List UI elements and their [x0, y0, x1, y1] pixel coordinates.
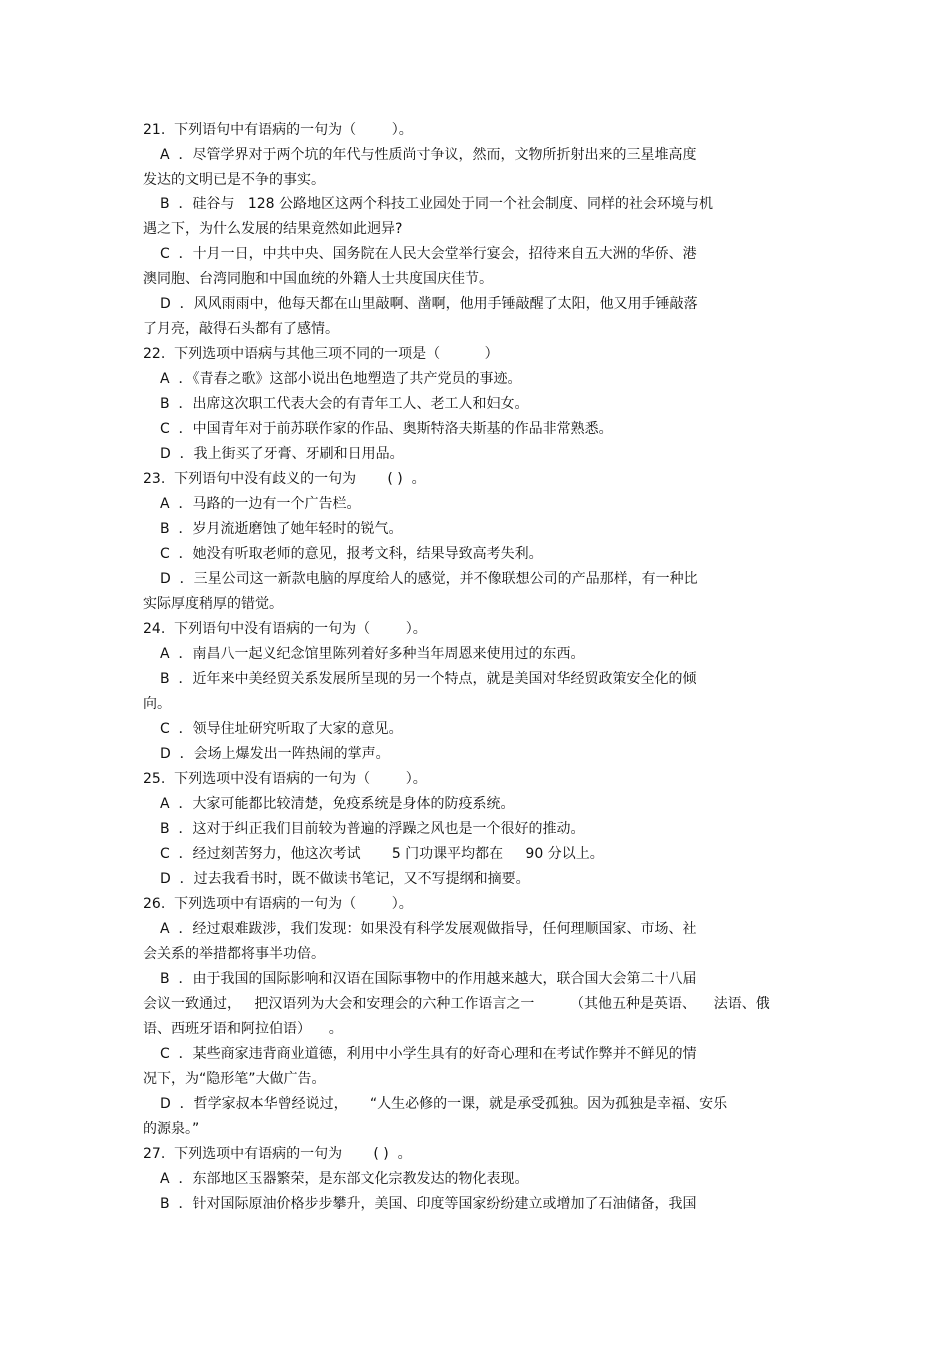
text-line: 25. 下列选项中没有语病的一句为（ ）。 — [143, 771, 427, 787]
text-line: B ．针对国际原油价格步步攀升，美国、印度等国家纷纷建立或增加了石油储备，我国 — [160, 1196, 697, 1212]
text-line: C ．中国青年对于前苏联作家的作品、奥斯特洛夫斯基的作品非常熟悉。 — [160, 421, 613, 437]
text-line: 26. 下列选项中有语病的一句为（ ）。 — [143, 896, 413, 912]
text-line: 发达的文明已是不争的事实。 — [143, 172, 325, 188]
text-line: C ．她没有听取老师的意见，报考文科，结果导致高考失利。 — [160, 546, 543, 562]
text-line: D ．我上街买了牙膏、牙刷和日用品。 — [160, 446, 404, 462]
text-line: 24. 下列语句中没有语病的一句为（ ）。 — [143, 621, 427, 637]
text-line: A ．尽管学界对于两个坑的年代与性质尚寸争议，然而，文物所折射出来的三星堆高度 — [160, 147, 697, 163]
text-line: 实际厚度稍厚的错觉。 — [143, 596, 283, 612]
text-line: C ．十月一日，中共中央、国务院在人民大会堂举行宴会，招待来自五大洲的华侨、港 — [160, 246, 697, 262]
text-line: 27. 下列选项中有语病的一句为 ( ) 。 — [143, 1146, 412, 1162]
text-line: A ．南昌八一起义纪念馆里陈列着好多种当年周恩来使用过的东西。 — [160, 646, 585, 662]
text-line: 22. 下列选项中语病与其他三项不同的一项是（ ） — [143, 346, 499, 362]
text-line: 遇之下，为什么发展的结果竟然如此迥异? — [143, 221, 403, 237]
text-line: A ．经过艰难跋涉，我们发现：如果没有科学发展观做指导，任何理顺国家、市场、社 — [160, 921, 697, 937]
text-line: B ．这对于纠正我们目前较为普遍的浮躁之风也是一个很好的推动。 — [160, 821, 585, 837]
text-line: A ．《青春之歌》这部小说出色地塑造了共产党员的事迹。 — [160, 371, 522, 387]
text-line: 的源泉。” — [143, 1121, 200, 1137]
text-line: C ．某些商家违背商业道德，利用中小学生具有的好奇心理和在考试作弊并不鲜见的情 — [160, 1046, 697, 1062]
text-line: C ．经过刻苦努力，他这次考试 5 门功课平均都在 90 分以上。 — [160, 846, 604, 862]
text-line: A ．东部地区玉器繁荣，是东部文化宗教发达的物化表现。 — [160, 1171, 529, 1187]
text-line: D ．过去我看书时，既不做读书笔记，又不写提纲和摘要。 — [160, 871, 530, 887]
text-line: 况下，为“隐形笔”大做广告。 — [143, 1071, 326, 1087]
text-line: A ．马路的一边有一个广告栏。 — [160, 496, 361, 512]
text-line: D ．三星公司这一新款电脑的厚度给人的感觉，并不像联想公司的产品那样，有一种比 — [160, 571, 698, 587]
text-line: D ．会场上爆发出一阵热闹的掌声。 — [160, 746, 390, 762]
text-line: C ．领导住址研究听取了大家的意见。 — [160, 721, 403, 737]
text-line: B ．近年来中美经贸关系发展所呈现的另一个特点，就是美国对华经贸政策安全化的倾 — [160, 671, 697, 687]
text-line: 语、西班牙语和阿拉伯语） 。 — [143, 1021, 343, 1037]
text-line: 会关系的举措都将事半功倍。 — [143, 946, 325, 962]
text-line: B ．硅谷与 128 公路地区这两个科技工业园处于同一个社会制度、同样的社会环境与机 — [160, 196, 714, 212]
text-line: D ．风风雨雨中，他每天都在山里敲啊、凿啊，他用手锤敲醒了太阳，他又用手锤敲落 — [160, 296, 698, 312]
text-line: 了月亮，敲得石头都有了感情。 — [143, 321, 339, 337]
text-line: 21. 下列语句中有语病的一句为（ ）。 — [143, 122, 413, 138]
text-line: B ．出席这次职工代表大会的有青年工人、老工人和妇女。 — [160, 396, 529, 412]
text-line: B ．岁月流逝磨蚀了她年轻时的锐气。 — [160, 521, 403, 537]
text-line: B ．由于我国的国际影响和汉语在国际事物中的作用越来越大，联合国大会第二十八届 — [160, 971, 697, 987]
text-line: 澳同胞、台湾同胞和中国血统的外籍人士共度国庆佳节。 — [143, 271, 493, 287]
text-line: 向。 — [143, 696, 171, 712]
text-line: D ．哲学家叔本华曾经说过， “人生必修的一课，就是承受孤独。因为孤独是幸福、安乐 — [160, 1096, 728, 1112]
text-line: 会议一致通过， 把汉语列为大会和安理会的六种工作语言之一 （其他五种是英语、 法语、俄 — [143, 996, 770, 1012]
text-line: 23. 下列语句中没有歧义的一句为 ( ) 。 — [143, 471, 426, 487]
text-line: A ．大家可能都比较清楚，免疫系统是身体的防疫系统。 — [160, 796, 515, 812]
